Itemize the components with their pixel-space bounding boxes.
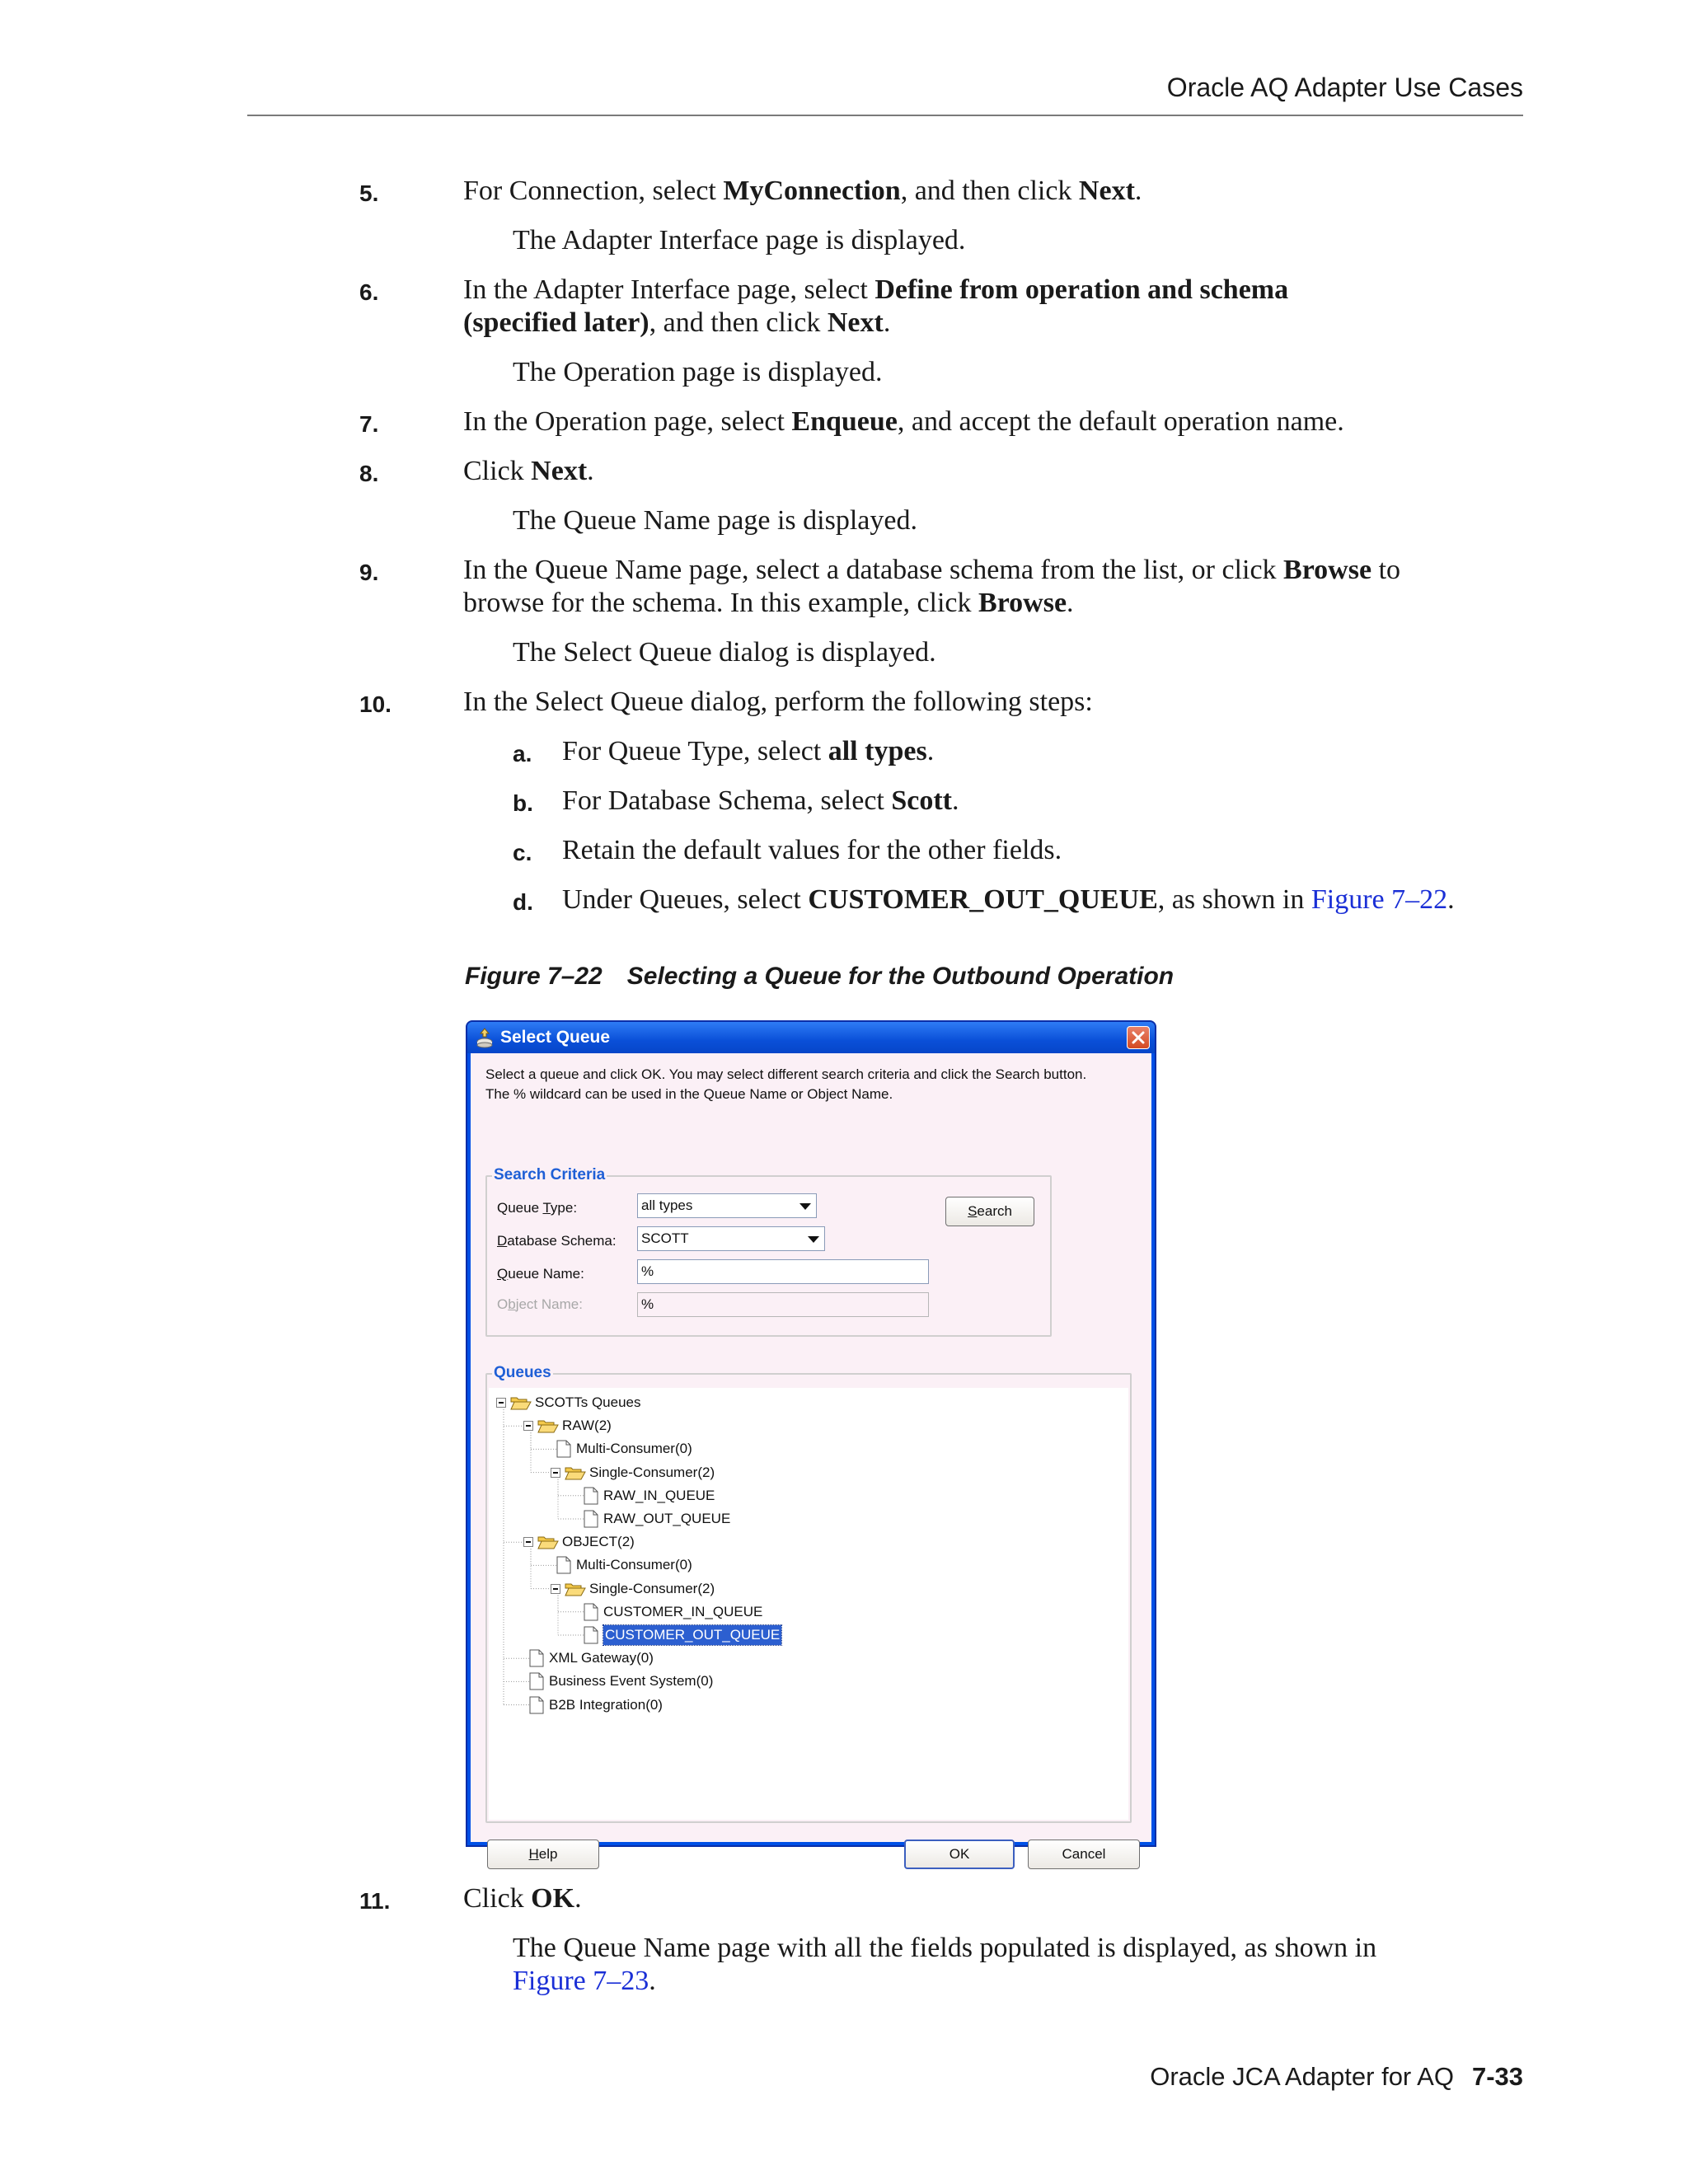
step-bold: Browse xyxy=(978,588,1067,618)
open-folder-icon xyxy=(510,1394,532,1411)
step-5 xyxy=(359,175,1526,208)
queue-name-label: Queue Name: xyxy=(497,1266,584,1282)
instructions-line: The % wildcard can be used in the Queue Name or Object Name. xyxy=(485,1086,893,1102)
step-8-result: The Queue Name page is displayed. xyxy=(513,505,917,536)
figure-caption xyxy=(465,963,1174,991)
step-letter: d. xyxy=(513,889,533,915)
dialog-client-area xyxy=(471,1053,1151,1862)
collapse-toggle-icon[interactable] xyxy=(551,1584,560,1594)
step-number: 10. xyxy=(359,691,392,717)
step-number: 7. xyxy=(359,411,379,437)
step-text: Under Queues, select xyxy=(562,884,809,915)
step-bold: Enqueue xyxy=(791,406,898,437)
chevron-down-icon xyxy=(808,1236,819,1243)
page-number: 7-33 xyxy=(1471,2062,1523,2091)
tree-node[interactable]: B2B Integration(0) xyxy=(549,1696,663,1713)
step-5-result: The Adapter Interface page is displayed. xyxy=(513,225,966,255)
header-rule xyxy=(247,115,1523,116)
close-icon xyxy=(1132,1031,1145,1044)
search-button[interactable]: Search xyxy=(945,1197,1034,1226)
document-icon xyxy=(584,1603,598,1621)
instructions-line: Select a queue and click OK. You may select different search criteria and click the Search button. xyxy=(485,1066,1087,1082)
step-10b xyxy=(513,785,1526,818)
step-6-result: The Operation page is displayed. xyxy=(513,357,883,387)
queue-app-icon xyxy=(474,1027,495,1048)
open-folder-icon xyxy=(565,1581,586,1597)
tree-node[interactable]: SCOTTs Queues xyxy=(535,1394,641,1410)
collapse-toggle-icon[interactable] xyxy=(523,1537,533,1547)
queue-type-label: Queue Type: xyxy=(497,1200,578,1216)
step-text: For Connection, select xyxy=(463,176,724,206)
step-text: to xyxy=(1372,555,1401,585)
search-criteria-group xyxy=(485,1166,1052,1337)
queue-name-input[interactable]: % xyxy=(637,1259,929,1284)
step-11 xyxy=(359,1882,1526,1915)
step-bold: Next xyxy=(1078,176,1135,206)
tree-node[interactable]: OBJECT(2) xyxy=(562,1534,635,1550)
step-text: The Queue Name page with all the fields populated is displayed, as shown in xyxy=(513,1933,1377,1963)
step-text: . xyxy=(883,307,891,338)
step-number: 11. xyxy=(359,1888,391,1914)
chevron-down-icon xyxy=(799,1203,811,1210)
tree-node[interactable]: Single-Consumer(2) xyxy=(589,1464,715,1480)
step-text: Click xyxy=(463,1883,532,1914)
step-number: 5. xyxy=(359,180,379,206)
step-number: 8. xyxy=(359,461,379,486)
tree-node[interactable]: RAW_OUT_QUEUE xyxy=(603,1511,731,1526)
step-text: In the Operation page, select xyxy=(463,406,792,437)
object-name-input: % xyxy=(637,1292,929,1317)
step-text: Click xyxy=(463,456,532,486)
step-9-result: The Select Queue dialog is displayed. xyxy=(513,637,936,668)
select-queue-dialog xyxy=(466,1020,1156,1862)
tree-node[interactable]: XML Gateway(0) xyxy=(549,1650,654,1666)
close-button[interactable] xyxy=(1127,1026,1150,1049)
dialog-instructions xyxy=(485,1065,1128,1104)
step-9 xyxy=(359,554,1526,620)
figure-link[interactable]: Figure 7–23 xyxy=(513,1966,649,1996)
dialog-titlebar[interactable] xyxy=(467,1022,1155,1053)
step-10a xyxy=(513,735,1526,768)
step-10d xyxy=(513,883,1526,916)
figure-title: Selecting a Queue for the Outbound Operation xyxy=(626,963,1175,990)
step-bold: Scott xyxy=(891,785,953,816)
document-icon xyxy=(584,1626,598,1644)
tree-node[interactable]: RAW(2) xyxy=(562,1418,612,1434)
step-number: 9. xyxy=(359,560,379,585)
tree-node[interactable]: Multi-Consumer(0) xyxy=(576,1441,692,1457)
step-10c xyxy=(513,834,1526,867)
step-bold: all types xyxy=(828,736,927,766)
queues-legend: Queues xyxy=(494,1364,551,1381)
open-folder-icon xyxy=(537,1418,559,1434)
step-bold: Define from operation and schema xyxy=(874,274,1289,305)
object-name-label: Object Name: xyxy=(497,1296,583,1312)
step-bold: CUSTOMER_OUT_QUEUE xyxy=(808,884,1158,915)
step-text: . xyxy=(1447,884,1455,915)
queue-type-dropdown[interactable] xyxy=(637,1193,817,1218)
help-button[interactable]: Help xyxy=(487,1840,599,1869)
tree-node[interactable]: RAW_IN_QUEUE xyxy=(603,1487,715,1503)
step-bold: MyConnection xyxy=(723,176,901,206)
step-text: , and then click xyxy=(649,307,828,338)
step-text: . xyxy=(926,736,935,766)
step-bold: (specified later) xyxy=(463,307,649,338)
step-text: , and accept the default operation name. xyxy=(897,406,1344,437)
queue-type-value: all types xyxy=(641,1197,693,1213)
running-footer xyxy=(1150,2062,1523,2092)
document-icon xyxy=(584,1487,598,1505)
document-icon xyxy=(556,1440,571,1458)
step-bold: Next xyxy=(531,456,588,486)
search-criteria-legend: Search Criteria xyxy=(494,1166,606,1183)
collapse-toggle-icon[interactable] xyxy=(496,1398,506,1408)
document-icon xyxy=(529,1696,544,1714)
tree-node[interactable]: CUSTOMER_IN_QUEUE xyxy=(603,1603,763,1619)
step-text: In the Adapter Interface page, select xyxy=(463,274,875,305)
cancel-button[interactable]: Cancel xyxy=(1028,1840,1140,1869)
step-number: 6. xyxy=(359,279,379,305)
step-bold: Next xyxy=(827,307,884,338)
ok-button[interactable]: OK xyxy=(904,1840,1015,1869)
step-text: , as shown in xyxy=(1157,884,1311,915)
step-text: In the Select Queue dialog, perform the following steps: xyxy=(463,687,1093,717)
step-7 xyxy=(359,405,1526,438)
tree-node[interactable]: Single-Consumer(2) xyxy=(589,1580,715,1596)
document-icon xyxy=(584,1510,598,1528)
step-text: For Database Schema, select xyxy=(562,785,892,816)
database-schema-label: Database Schema: xyxy=(497,1233,617,1249)
collapse-toggle-icon[interactable] xyxy=(523,1421,533,1431)
step-bold: Browse xyxy=(1283,555,1372,585)
step-11-result xyxy=(513,1932,1526,1998)
queues-group xyxy=(485,1364,1132,1823)
step-bold: OK xyxy=(531,1883,575,1914)
step-letter: b. xyxy=(513,790,533,816)
step-text: Retain the default values for the other fields. xyxy=(562,835,1062,865)
tree-node[interactable]: Multi-Consumer(0) xyxy=(576,1557,692,1573)
step-letter: a. xyxy=(513,741,532,766)
database-schema-value: SCOTT xyxy=(641,1230,689,1246)
running-head: Oracle AQ Adapter Use Cases xyxy=(1166,73,1523,102)
open-folder-icon xyxy=(565,1465,586,1481)
step-text: . xyxy=(649,1966,656,1996)
step-8 xyxy=(359,455,1526,488)
step-6 xyxy=(359,274,1526,340)
step-text: . xyxy=(574,1883,582,1914)
step-text: , and then click xyxy=(900,176,1079,206)
step-text: . xyxy=(587,456,594,486)
queue-tree[interactable] xyxy=(489,1388,1128,1820)
step-10 xyxy=(359,686,1526,719)
tree-node[interactable]: Business Event System(0) xyxy=(549,1673,714,1690)
tree-node-selected[interactable]: CUSTOMER_OUT_QUEUE xyxy=(603,1625,781,1645)
figure-link[interactable]: Figure 7–22 xyxy=(1311,884,1448,915)
book-title: Oracle JCA Adapter for AQ xyxy=(1150,2062,1454,2091)
document-icon xyxy=(529,1672,544,1690)
step-text: In the Queue Name page, select a database schema from the list, or click xyxy=(463,555,1284,585)
step-text: browse for the schema. In this example, click xyxy=(463,588,979,618)
step-text: . xyxy=(952,785,959,816)
document-icon xyxy=(529,1649,544,1667)
dialog-title: Select Queue xyxy=(500,1028,611,1047)
database-schema-dropdown[interactable] xyxy=(637,1226,825,1251)
document-icon xyxy=(556,1556,571,1574)
collapse-toggle-icon[interactable] xyxy=(551,1468,560,1478)
step-text: . xyxy=(1067,588,1074,618)
figure-label: Figure 7–22 xyxy=(465,963,603,990)
step-text: . xyxy=(1134,176,1142,206)
open-folder-icon xyxy=(537,1534,559,1550)
step-text: For Queue Type, select xyxy=(562,736,828,766)
step-letter: c. xyxy=(513,840,532,865)
